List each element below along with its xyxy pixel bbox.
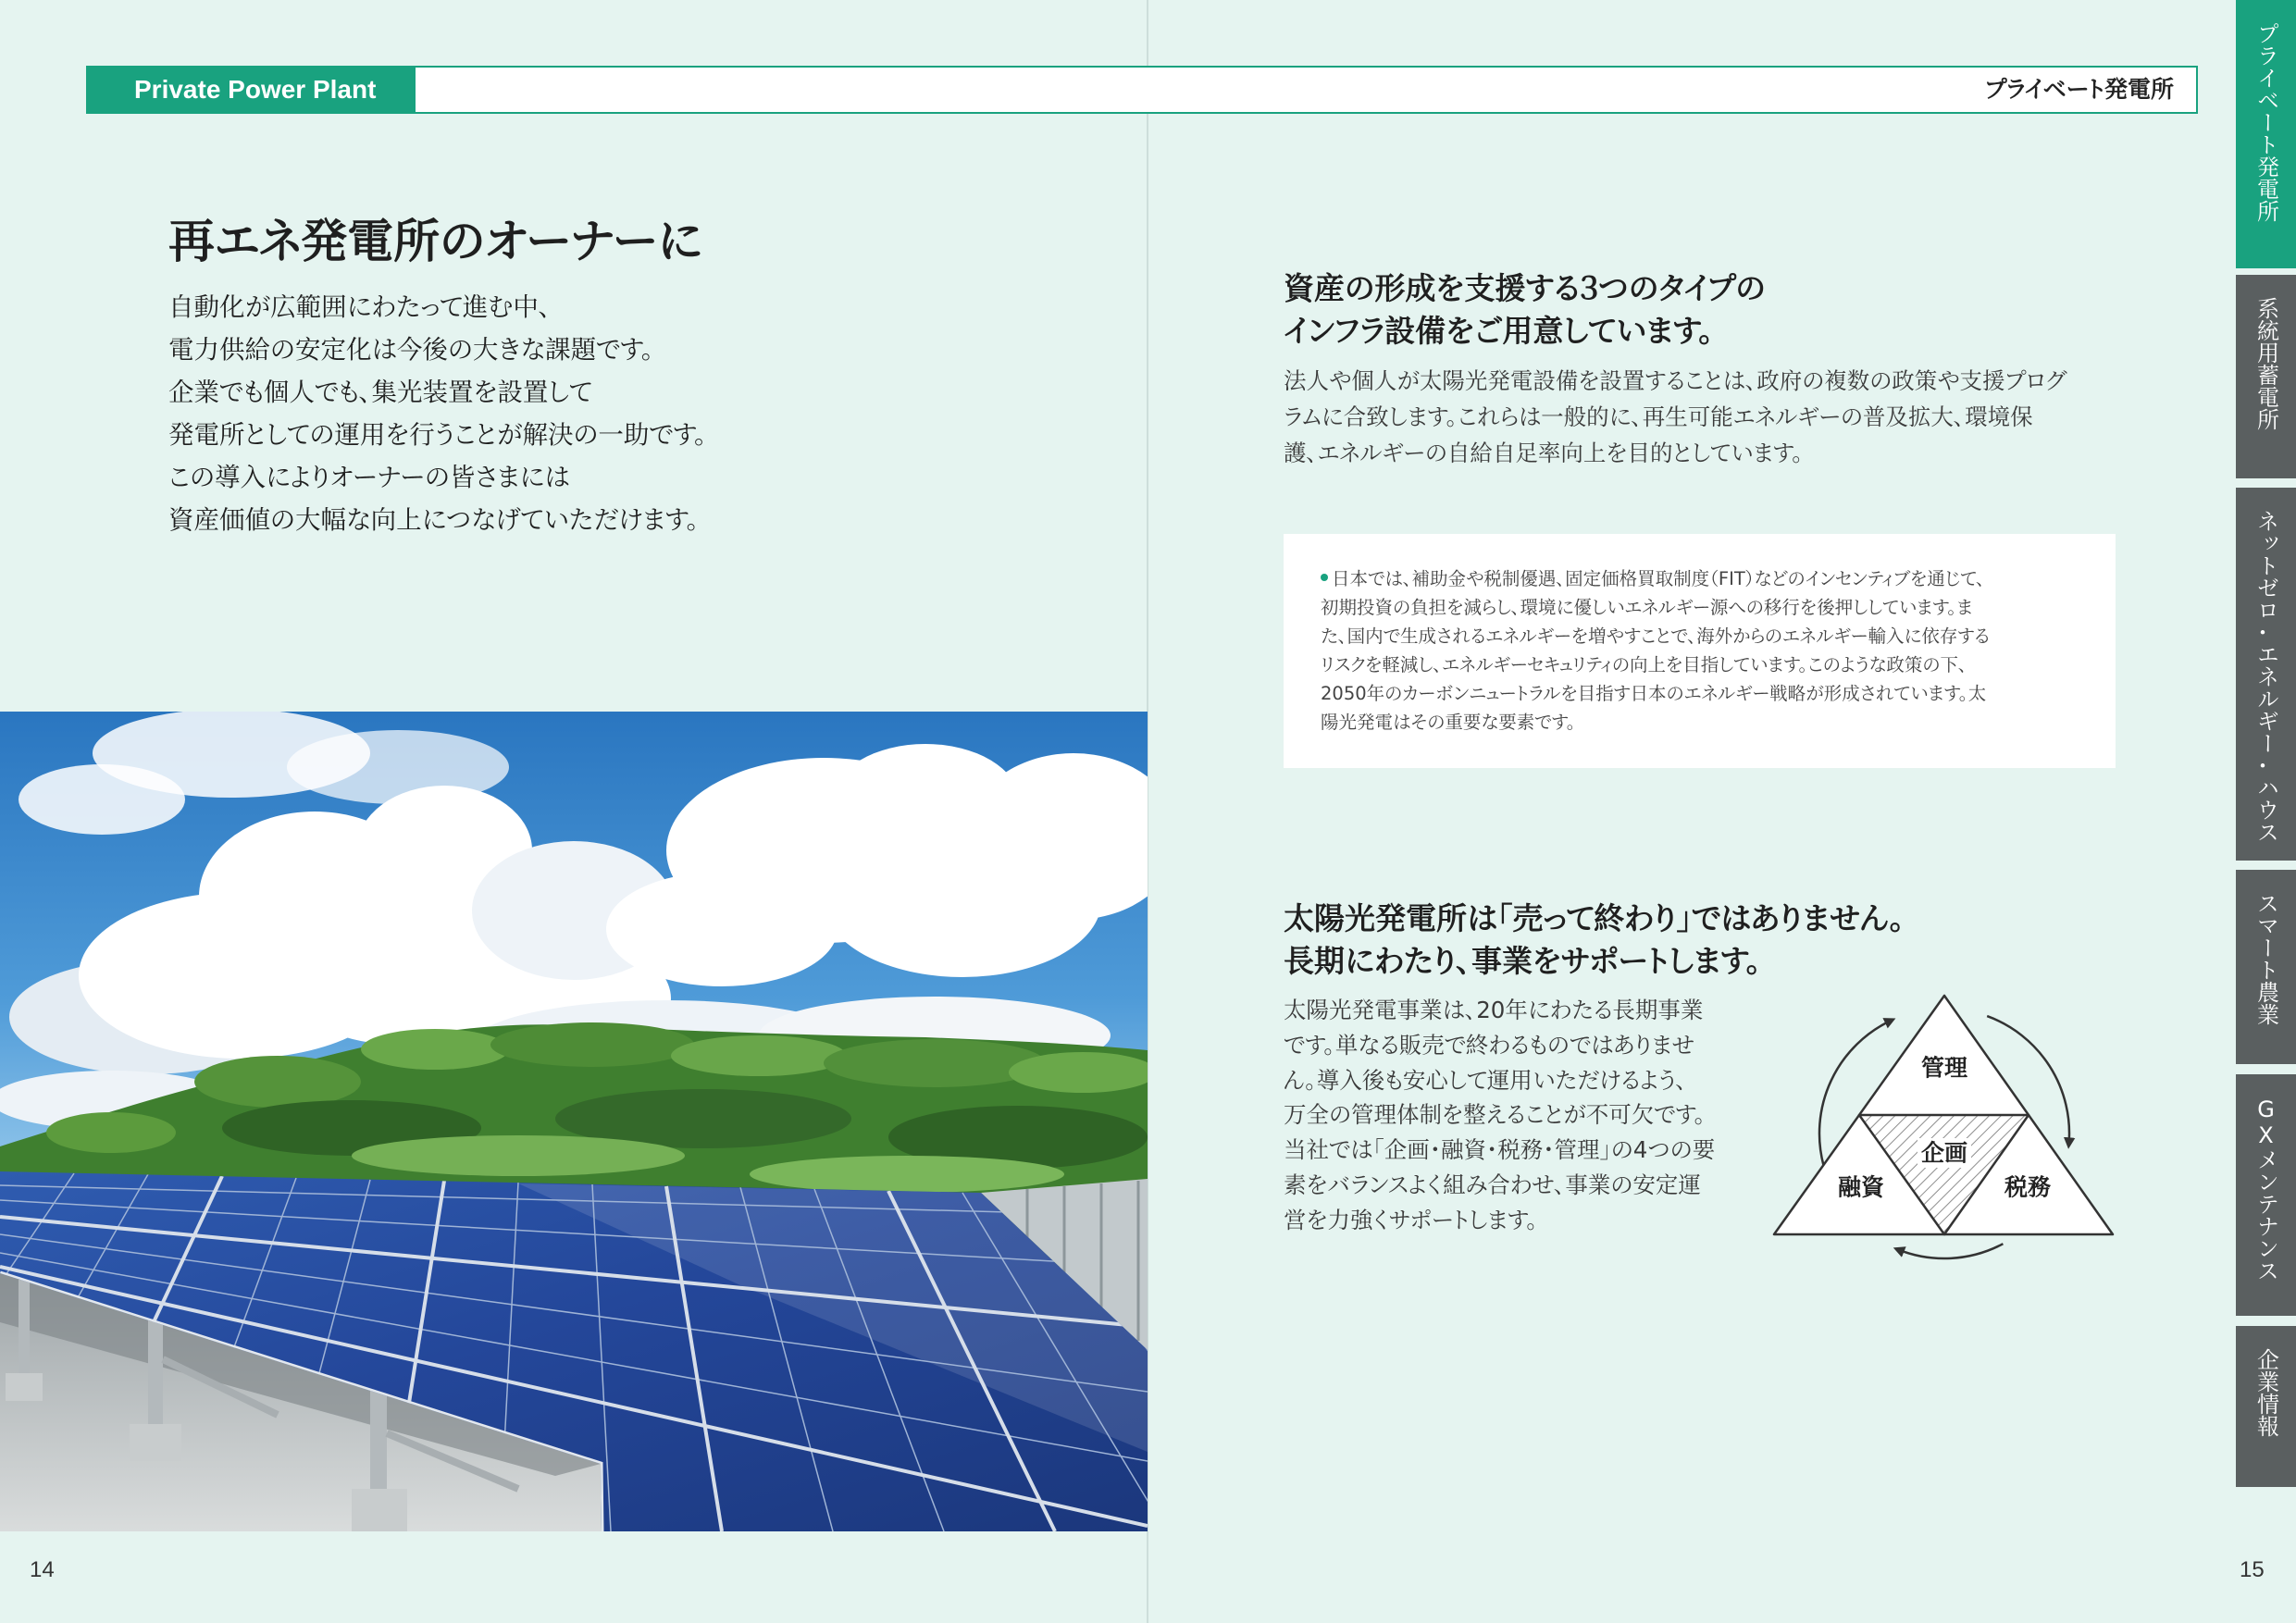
- paragraph-line: 法人や個人が太陽光発電設備を設置することは、政府の複数の政策や支援プログ: [1284, 367, 2066, 394]
- business-support-diagram: [1758, 981, 2128, 1277]
- side-tab-label: プライベート発電所: [2253, 22, 2279, 222]
- header-bar: [86, 66, 2198, 114]
- note-line: 2050年のカーボンニュートラルを目指す日本のエネルギー戦略が形成されています。太: [1321, 683, 1987, 704]
- paragraph-line: 太陽光発電事業は、20年にわたる長期事業: [1284, 997, 1704, 1023]
- heading-line: インフラ設備をご用意しています。: [1284, 313, 1715, 349]
- side-tab-smart-agriculture[interactable]: [2236, 870, 2296, 1064]
- side-tab-company-info[interactable]: [2236, 1326, 2296, 1487]
- side-tab-private-power-plant[interactable]: [2236, 0, 2296, 268]
- left-page-heading: 再エネ発電所のオーナーに: [168, 215, 702, 268]
- side-tab-gx-maintenance[interactable]: [2236, 1074, 2296, 1316]
- paragraph-line: 自動化が広範囲にわたって進む中、: [168, 292, 552, 322]
- solar-farm-photo: [0, 712, 1148, 1531]
- diagram-label-planning: 企画: [1920, 1139, 1968, 1167]
- side-tab-label: GXメンテナンス: [2253, 1096, 2279, 1282]
- section1-paragraph: [1284, 363, 2066, 471]
- bullet-icon: [1321, 574, 1328, 581]
- diagram-label-management: 管理: [1920, 1054, 1968, 1082]
- cycle-arrow-bottom: [1897, 1244, 2003, 1258]
- header-title: プライベート発電所: [1984, 76, 2174, 103]
- note-line: た、国内で生成されるエネルギーを増やすことで、海外からのエネルギー輸入に依存する: [1321, 626, 1990, 647]
- paragraph-line: です。単なる販売で終わるものではありませ: [1284, 1031, 1695, 1059]
- note-line: [1321, 564, 2116, 593]
- side-tab-zeh[interactable]: [2236, 488, 2296, 861]
- note-line: 初期投資の負担を減らし、環境に優しいエネルギー源への移行を後押ししています。ま: [1321, 597, 1973, 618]
- diagram-label-tax: 税務: [2004, 1173, 2052, 1201]
- paragraph-line: 当社では「企画・融資・税務・管理」の4つの要: [1284, 1136, 1716, 1164]
- note-line-text: 日本では、補助金や税制優遇、固定価格買取制度（FIT）などのインセンティブを通じて、: [1332, 568, 1986, 589]
- left-page-paragraph: [168, 286, 707, 541]
- page-number-left: 14: [30, 1557, 55, 1582]
- side-tab-label: ネットゼロ・エネルギー・ハウス: [2253, 510, 2279, 843]
- side-tab-grid-storage[interactable]: [2236, 275, 2296, 478]
- paragraph-line: 企業でも個人でも、集光装置を設置して: [168, 378, 592, 407]
- note-line: リスクを軽減し、エネルギーセキュリティの向上を目指しています。このような政策の下、: [1321, 654, 1967, 675]
- paragraph-line: ラムに合致します。これらは一般的に、再生可能エネルギーの普及拡大、環境保: [1284, 403, 2033, 430]
- paragraph-line: 資産価値の大幅な向上につなげていただけます。: [168, 505, 700, 535]
- heading-line: 太陽光発電所は「売って終わり」ではありません。: [1284, 900, 1905, 936]
- heading-line: 長期にわたり、事業をサポートします。: [1284, 943, 1762, 979]
- paragraph-line: 素をバランスよく組み合わせ、事業の安定運: [1284, 1171, 1701, 1198]
- paragraph-line: ん。導入後も安心して運用いただけるよう、: [1284, 1066, 1687, 1094]
- page-number-right: 15: [2240, 1557, 2265, 1582]
- side-tab-label: 企業情報: [2253, 1348, 2279, 1437]
- section2-heading: [1284, 898, 1905, 983]
- paragraph-line: 発電所としての運用を行うことが解決の一助です。: [168, 420, 708, 450]
- side-tab-label: 系統用蓄電所: [2253, 297, 2279, 430]
- paragraph-line: 電力供給の安定化は今後の大きな課題です。: [168, 335, 654, 365]
- heading-line: 資産の形成を支援する３つのタイプの: [1284, 270, 1766, 306]
- paragraph-line: 護、エネルギーの自給自足率向上を目的としています。: [1284, 440, 1804, 466]
- paragraph-line: 営を力強くサポートします。: [1284, 1206, 1538, 1233]
- section1-heading: [1284, 267, 1766, 353]
- paragraph-line: この導入によりオーナーの皆さまには: [168, 463, 570, 492]
- policy-note-box: [1284, 534, 2116, 768]
- side-tab-label: スマート農業: [2253, 892, 2279, 1025]
- header-label: Private Power Plant: [86, 66, 416, 114]
- note-line: 陽光発電はその重要な要素です。: [1321, 712, 1576, 733]
- section2-paragraph: [1284, 993, 1715, 1238]
- diagram-label-financing: 融資: [1837, 1173, 1885, 1201]
- paragraph-line: 万全の管理体制を整えることが不可欠です。: [1284, 1101, 1706, 1129]
